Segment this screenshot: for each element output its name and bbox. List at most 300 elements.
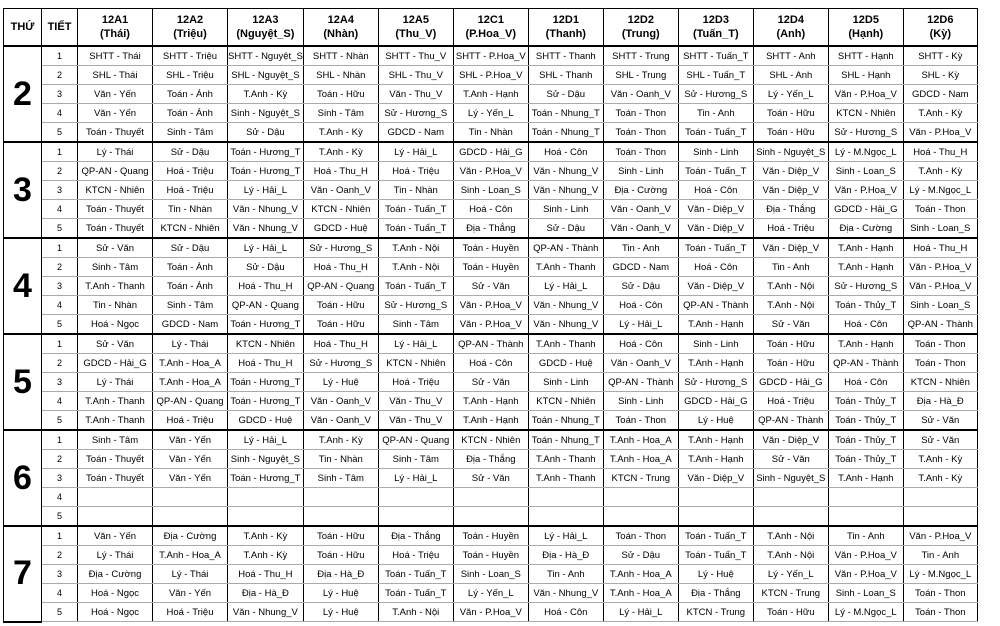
schedule-cell: Văn - P.Hoa_V [453,315,528,335]
class-header [228,9,304,47]
schedule-cell: Văn - Thu_V [378,85,453,104]
schedule-cell: QP-AN - Thành [828,354,903,373]
schedule-cell: SHTT - Triệu [153,46,228,66]
schedule-cell: QP-AN - Thành [678,296,753,315]
schedule-cell: T.Anh - Thanh [78,277,153,296]
schedule-cell: Toán - Nhung_T [528,411,603,431]
schedule-cell: Sử - Hương_S [828,277,903,296]
schedule-cell: Lý - Thái [153,565,228,584]
schedule-cell: Sinh - Linh [678,334,753,354]
period-number: 5 [42,507,78,527]
schedule-cell: KTCN - Nhiên [303,200,378,219]
schedule-cell: Hoá - Thu_H [228,565,304,584]
period-row [4,85,978,104]
schedule-cell: T.Anh - Nội [378,238,453,258]
schedule-cell [228,488,304,507]
schedule-cell: Toán - Tuấn_T [378,200,453,219]
period-number: 3 [42,373,78,392]
schedule-cell: Sinh - Linh [603,162,678,181]
schedule-cell: SHTT - Thu_V [378,46,453,66]
schedule-cell: QP-AN - Thành [528,238,603,258]
class-teacher: (Nguyệt_S) [236,28,295,40]
period-row [4,488,978,507]
schedule-cell: Toán - Tuấn_T [378,565,453,584]
schedule-cell: GDCD - Huệ [528,354,603,373]
schedule-cell: Lý - Hải_L [528,277,603,296]
day-column-header: THỨ [4,9,42,47]
schedule-cell: T.Anh - Thanh [528,450,603,469]
period-row [4,526,978,546]
schedule-cell: T.Anh - Hạnh [453,85,528,104]
class-teacher: (Triệu) [173,28,207,40]
schedule-cell [603,507,678,527]
schedule-cell: Sử - Văn [903,430,977,450]
schedule-cell: Toán - Hương_T [228,315,304,335]
class-code: 12A2 [176,14,204,26]
schedule-cell [303,507,378,527]
schedule-cell: T.Anh - Kỳ [903,104,977,123]
schedule-cell: T.Anh - Hoa_A [153,373,228,392]
period-row [4,66,978,85]
schedule-cell: SHL - Thanh [528,66,603,85]
schedule-cell: Hoá - Triệu [378,373,453,392]
schedule-cell: T.Anh - Nội [753,277,828,296]
class-code: 12A3 [252,14,279,26]
schedule-cell: Văn - Yến [78,85,153,104]
schedule-cell: Sử - Dậu [228,258,304,277]
schedule-cell: T.Anh - Hoa_A [153,354,228,373]
period-row [4,546,978,565]
period-number: 2 [42,66,78,85]
schedule-cell: KTCN - Nhiên [78,181,153,200]
schedule-cell: QP-AN - Quang [78,162,153,181]
schedule-cell: SHTT - Kỳ [903,46,977,66]
day-label: 5 [4,334,42,430]
schedule-cell: Hoá - Côn [828,373,903,392]
schedule-cell: Hoá - Ngọc [78,315,153,335]
schedule-cell: Toán - Thon [903,354,977,373]
schedule-cell [753,488,828,507]
schedule-cell: QP-AN - Thành [903,315,977,335]
schedule-cell: Sử - Hương_S [828,123,903,143]
schedule-cell: Toán - Nhung_T [528,104,603,123]
schedule-cell: Toán - Thon [903,584,977,603]
class-teacher: (Kỳ) [929,28,951,40]
class-teacher: (Tuấn_T) [692,28,739,40]
schedule-cell: Hoá - Triệu [153,603,228,622]
schedule-cell: Toán - Hữu [303,315,378,335]
schedule-cell: Lý - Hải_L [603,315,678,335]
schedule-cell: Lý - M.Ngọc_L [828,142,903,162]
period-row [4,123,978,143]
schedule-cell: Lý - Yến_L [753,85,828,104]
period-number: 2 [42,450,78,469]
schedule-cell: SHL - Hạnh [828,66,903,85]
schedule-cell: Toán - Hữu [753,334,828,354]
schedule-cell: Sử - Văn [78,334,153,354]
schedule-cell: KTCN - Trung [603,469,678,488]
schedule-cell: Sinh - Linh [678,142,753,162]
schedule-cell: Văn - P.Hoa_V [828,565,903,584]
schedule-cell: Tin - Anh [528,565,603,584]
period-number: 3 [42,565,78,584]
period-number: 1 [42,430,78,450]
schedule-cell: Sinh - Nguyệt_S [753,142,828,162]
period-number: 4 [42,104,78,123]
schedule-cell: Hoá - Triệu [753,219,828,239]
class-code: 12D5 [852,14,879,26]
class-header [378,9,453,47]
schedule-cell: Văn - Diệp_V [753,181,828,200]
schedule-cell: Hoá - Côn [603,296,678,315]
schedule-cell: Văn - Thu_V [378,392,453,411]
schedule-cell: Sinh - Tâm [303,469,378,488]
schedule-cell: Sử - Văn [453,277,528,296]
schedule-cell: Toán - Thon [903,603,977,622]
schedule-cell: GDCD - Nam [903,85,977,104]
schedule-cell: T.Anh - Kỳ [303,142,378,162]
period-number: 1 [42,142,78,162]
period-row [4,219,978,239]
schedule-cell: Địa - Thắng [453,450,528,469]
schedule-cell: Văn - P.Hoa_V [828,181,903,200]
header-row [4,9,978,47]
schedule-cell: Hoá - Côn [603,334,678,354]
schedule-cell: Văn - P.Hoa_V [453,296,528,315]
schedule-cell: Văn - Oanh_V [603,354,678,373]
schedule-cell: Văn - Nhung_V [528,181,603,200]
period-number: 5 [42,123,78,143]
period-row [4,200,978,219]
period-number: 2 [42,162,78,181]
class-code: 12D1 [552,14,579,26]
schedule-cell: Sinh - Loan_S [453,181,528,200]
schedule-cell: SHL - P.Hoa_V [453,66,528,85]
schedule-cell: Địa - Hà_Đ [228,584,304,603]
schedule-cell: Toán - Ánh [153,258,228,277]
schedule-cell [903,507,977,527]
schedule-cell: Toán - Thủy_T [828,392,903,411]
schedule-cell: T.Anh - Kỳ [303,430,378,450]
schedule-cell [303,488,378,507]
schedule-cell: Hoá - Ngọc [78,603,153,622]
schedule-cell: Toán - Hữu [303,296,378,315]
schedule-cell: Văn - Oanh_V [603,85,678,104]
schedule-cell [453,488,528,507]
schedule-cell: Lý - Thái [78,142,153,162]
schedule-cell: Sử - Văn [453,373,528,392]
schedule-cell: Hoá - Thu_H [903,238,977,258]
schedule-cell: Toán - Huyền [453,238,528,258]
schedule-cell: Văn - Diệp_V [753,238,828,258]
schedule-cell: Văn - Diệp_V [678,469,753,488]
schedule-cell: T.Anh - Thanh [528,334,603,354]
schedule-cell: KTCN - Nhiên [153,219,228,239]
schedule-cell: Sử - Hương_S [678,373,753,392]
schedule-cell: Sinh - Tâm [78,258,153,277]
schedule-cell: QP-AN - Thành [603,373,678,392]
schedule-cell: T.Anh - Hạnh [453,411,528,431]
schedule-cell: SHL - Anh [753,66,828,85]
schedule-cell: KTCN - Nhiên [378,354,453,373]
schedule-cell: QP-AN - Thành [753,411,828,431]
period-row [4,565,978,584]
schedule-cell: GDCD - Huệ [303,219,378,239]
period-row [4,258,978,277]
class-header [153,9,228,47]
period-row [4,392,978,411]
schedule-cell: Lý - Thái [153,334,228,354]
schedule-cell: Toán - Tuấn_T [378,277,453,296]
schedule-cell: Lý - Huệ [303,373,378,392]
class-code: 12A4 [327,14,354,26]
day-label: 3 [4,142,42,238]
schedule-cell: Toán - Hữu [753,104,828,123]
schedule-cell: Toán - Thon [903,334,977,354]
schedule-cell: Hoá - Thu_H [303,334,378,354]
schedule-cell: Văn - Diệp_V [678,219,753,239]
period-number: 3 [42,181,78,200]
class-code: 12D2 [627,14,654,26]
period-number: 4 [42,488,78,507]
schedule-cell: Toán - Ánh [153,104,228,123]
schedule-cell: Toán - Nhung_T [528,430,603,450]
schedule-cell: Toán - Hữu [303,546,378,565]
schedule-cell [678,507,753,527]
schedule-cell: KTCN - Nhiên [528,392,603,411]
schedule-cell: GDCD - Nam [378,123,453,143]
schedule-cell: Toán - Hương_T [228,162,304,181]
schedule-cell: Toán - Tuấn_T [678,123,753,143]
schedule-cell: GDCD - Hải_G [453,142,528,162]
schedule-cell: Văn - Yến [78,526,153,546]
schedule-cell: SHTT - Hạnh [828,46,903,66]
schedule-cell: Sinh - Tâm [153,296,228,315]
schedule-cell: QP-AN - Quang [378,430,453,450]
schedule-cell: Địa - Hà_Đ [303,565,378,584]
class-header [78,9,153,47]
schedule-cell: QP-AN - Quang [228,296,304,315]
class-code: 12A5 [402,14,429,26]
schedule-cell: Văn - P.Hoa_V [903,123,977,143]
schedule-cell: Văn - Yến [153,450,228,469]
schedule-cell: Hoá - Triệu [153,162,228,181]
schedule-cell: T.Anh - Hoa_A [603,584,678,603]
schedule-cell: Tin - Nhàn [78,296,153,315]
schedule-cell: T.Anh - Thanh [528,469,603,488]
class-code: 12D6 [927,14,954,26]
class-code: 12D3 [702,14,729,26]
schedule-cell: Tin - Anh [753,258,828,277]
schedule-cell: Lý - M.Ngọc_L [903,565,977,584]
schedule-cell: Văn - Nhung_V [528,162,603,181]
schedule-cell: T.Anh - Thanh [78,411,153,431]
schedule-cell: Lý - Hải_L [228,430,304,450]
class-teacher: (P.Hoa_V) [465,28,517,40]
day-label: 6 [4,430,42,526]
schedule-cell: Hoá - Triệu [753,392,828,411]
period-number: 4 [42,296,78,315]
class-teacher: (Thanh) [545,28,586,40]
schedule-cell: T.Anh - Kỳ [228,85,304,104]
schedule-cell: Văn - Oanh_V [303,392,378,411]
schedule-cell: Toán - Hương_T [228,469,304,488]
schedule-cell: T.Anh - Hạnh [828,258,903,277]
schedule-cell: T.Anh - Kỳ [228,546,304,565]
schedule-cell: T.Anh - Hoa_A [603,565,678,584]
schedule-cell: Toán - Hữu [753,354,828,373]
schedule-cell: Toán - Thủy_T [828,450,903,469]
schedule-cell: Tin - Anh [678,104,753,123]
period-row [4,334,978,354]
schedule-cell: Lý - Yến_L [753,565,828,584]
schedule-cell: Hoá - Côn [678,258,753,277]
schedule-cell: Sinh - Nguyệt_S [228,450,304,469]
schedule-cell: SHL - Triệu [153,66,228,85]
schedule-cell: Hoá - Triệu [153,181,228,200]
schedule-cell: Tin - Anh [603,238,678,258]
class-header [453,9,528,47]
schedule-cell: T.Anh - Hạnh [678,315,753,335]
schedule-cell: QP-AN - Quang [153,392,228,411]
schedule-cell: Lý - Hải_L [378,142,453,162]
schedule-cell: Sử - Văn [78,238,153,258]
schedule-cell: Toán - Hữu [303,85,378,104]
schedule-cell: Toán - Thuyết [78,200,153,219]
schedule-cell [378,488,453,507]
schedule-cell: Lý - Hải_L [228,238,304,258]
schedule-cell: Lý - Thái [78,373,153,392]
period-number: 1 [42,238,78,258]
schedule-cell: SHTT - Thái [78,46,153,66]
schedule-cell: Toán - Nhung_T [528,123,603,143]
schedule-cell: Văn - Yến [153,469,228,488]
period-number: 4 [42,200,78,219]
schedule-cell [78,507,153,527]
period-number: 2 [42,258,78,277]
schedule-cell: Toán - Thủy_T [828,411,903,431]
schedule-cell: Hoá - Thu_H [303,162,378,181]
schedule-cell: SHL - Tuấn_T [678,66,753,85]
class-teacher: (Thu_V) [395,28,437,40]
schedule-cell: Sinh - Loan_S [453,565,528,584]
schedule-cell: T.Anh - Hoa_A [153,546,228,565]
schedule-cell: KTCN - Trung [753,584,828,603]
schedule-cell: SHTT - Anh [753,46,828,66]
schedule-cell: Lý - Thái [78,546,153,565]
schedule-cell: Sử - Dậu [528,85,603,104]
schedule-cell: Sinh - Tâm [303,104,378,123]
class-header [603,9,678,47]
timetable-body [4,46,978,622]
schedule-cell: Văn - Yến [153,430,228,450]
schedule-cell: Lý - Yến_L [453,104,528,123]
schedule-cell: Toán - Thon [603,411,678,431]
schedule-cell: T.Anh - Nội [378,603,453,622]
period-number: 5 [42,315,78,335]
schedule-cell: T.Anh - Nội [753,526,828,546]
period-row [4,162,978,181]
schedule-cell: GDCD - Huệ [228,411,304,431]
period-number: 3 [42,277,78,296]
schedule-cell: T.Anh - Hạnh [828,238,903,258]
schedule-cell: Sử - Văn [753,450,828,469]
schedule-cell: Toán - Hữu [753,123,828,143]
schedule-cell: Hoá - Côn [828,315,903,335]
schedule-cell: Tin - Nhàn [303,450,378,469]
class-teacher: (Trung) [621,28,660,40]
schedule-cell: Văn - Nhung_V [228,200,304,219]
schedule-cell: Sử - Dậu [153,238,228,258]
schedule-cell: SHTT - Nhàn [303,46,378,66]
schedule-cell: Lý - Huệ [678,411,753,431]
schedule-cell: Văn - Yến [153,584,228,603]
schedule-cell: Văn - Oanh_V [303,411,378,431]
schedule-cell: SHTT - Tuấn_T [678,46,753,66]
schedule-cell: Sinh - Nguyệt_S [228,104,304,123]
schedule-cell: Sử - Dậu [228,123,304,143]
schedule-cell: T.Anh - Thanh [528,258,603,277]
schedule-cell: T.Anh - Kỳ [903,450,977,469]
schedule-cell: SHTT - P.Hoa_V [453,46,528,66]
schedule-cell: QP-AN - Quang [303,277,378,296]
schedule-cell: Sử - Hương_S [378,296,453,315]
schedule-cell: Sinh - Linh [528,373,603,392]
schedule-cell: KTCN - Nhiên [228,334,304,354]
schedule-cell: Địa - Cường [78,565,153,584]
schedule-cell: Lý - Hải_L [228,181,304,200]
schedule-cell: T.Anh - Hạnh [828,334,903,354]
schedule-cell: Toán - Thon [603,123,678,143]
schedule-cell: Sinh - Linh [603,392,678,411]
schedule-cell: Văn - P.Hoa_V [828,546,903,565]
schedule-cell: Toán - Thuyết [78,450,153,469]
schedule-cell: Địa - Cường [153,526,228,546]
schedule-cell: T.Anh - Hạnh [678,354,753,373]
schedule-cell: Sinh - Loan_S [903,296,977,315]
schedule-cell: Văn - P.Hoa_V [828,85,903,104]
day-label: 2 [4,46,42,142]
period-row [4,450,978,469]
schedule-cell: Sử - Văn [903,411,977,431]
schedule-cell: Văn - P.Hoa_V [903,277,977,296]
schedule-cell: Tin - Anh [903,546,977,565]
schedule-cell: Sử - Hương_S [378,104,453,123]
schedule-cell: Sử - Dậu [603,277,678,296]
schedule-cell: Địa - Thắng [753,200,828,219]
schedule-cell: Sinh - Loan_S [903,219,977,239]
class-header [828,9,903,47]
schedule-cell: Toán - Ánh [153,85,228,104]
schedule-cell: Sử - Văn [753,315,828,335]
schedule-cell: GDCD - Hải_G [78,354,153,373]
schedule-cell: Toán - Tuấn_T [678,238,753,258]
schedule-cell: Hoá - Thu_H [303,258,378,277]
schedule-cell: Toán - Thon [603,142,678,162]
schedule-cell: Lý - Hải_L [378,469,453,488]
schedule-cell: Văn - Diệp_V [753,162,828,181]
schedule-cell: GDCD - Hải_G [753,373,828,392]
schedule-cell: KTCN - Nhiên [903,373,977,392]
period-number: 2 [42,546,78,565]
period-row [4,46,978,66]
schedule-cell: Văn - Nhung_V [228,219,304,239]
class-header [528,9,603,47]
schedule-cell: Văn - P.Hoa_V [903,526,977,546]
schedule-cell: SHTT - Thanh [528,46,603,66]
schedule-cell: T.Anh - Hạnh [828,469,903,488]
schedule-cell: GDCD - Nam [603,258,678,277]
